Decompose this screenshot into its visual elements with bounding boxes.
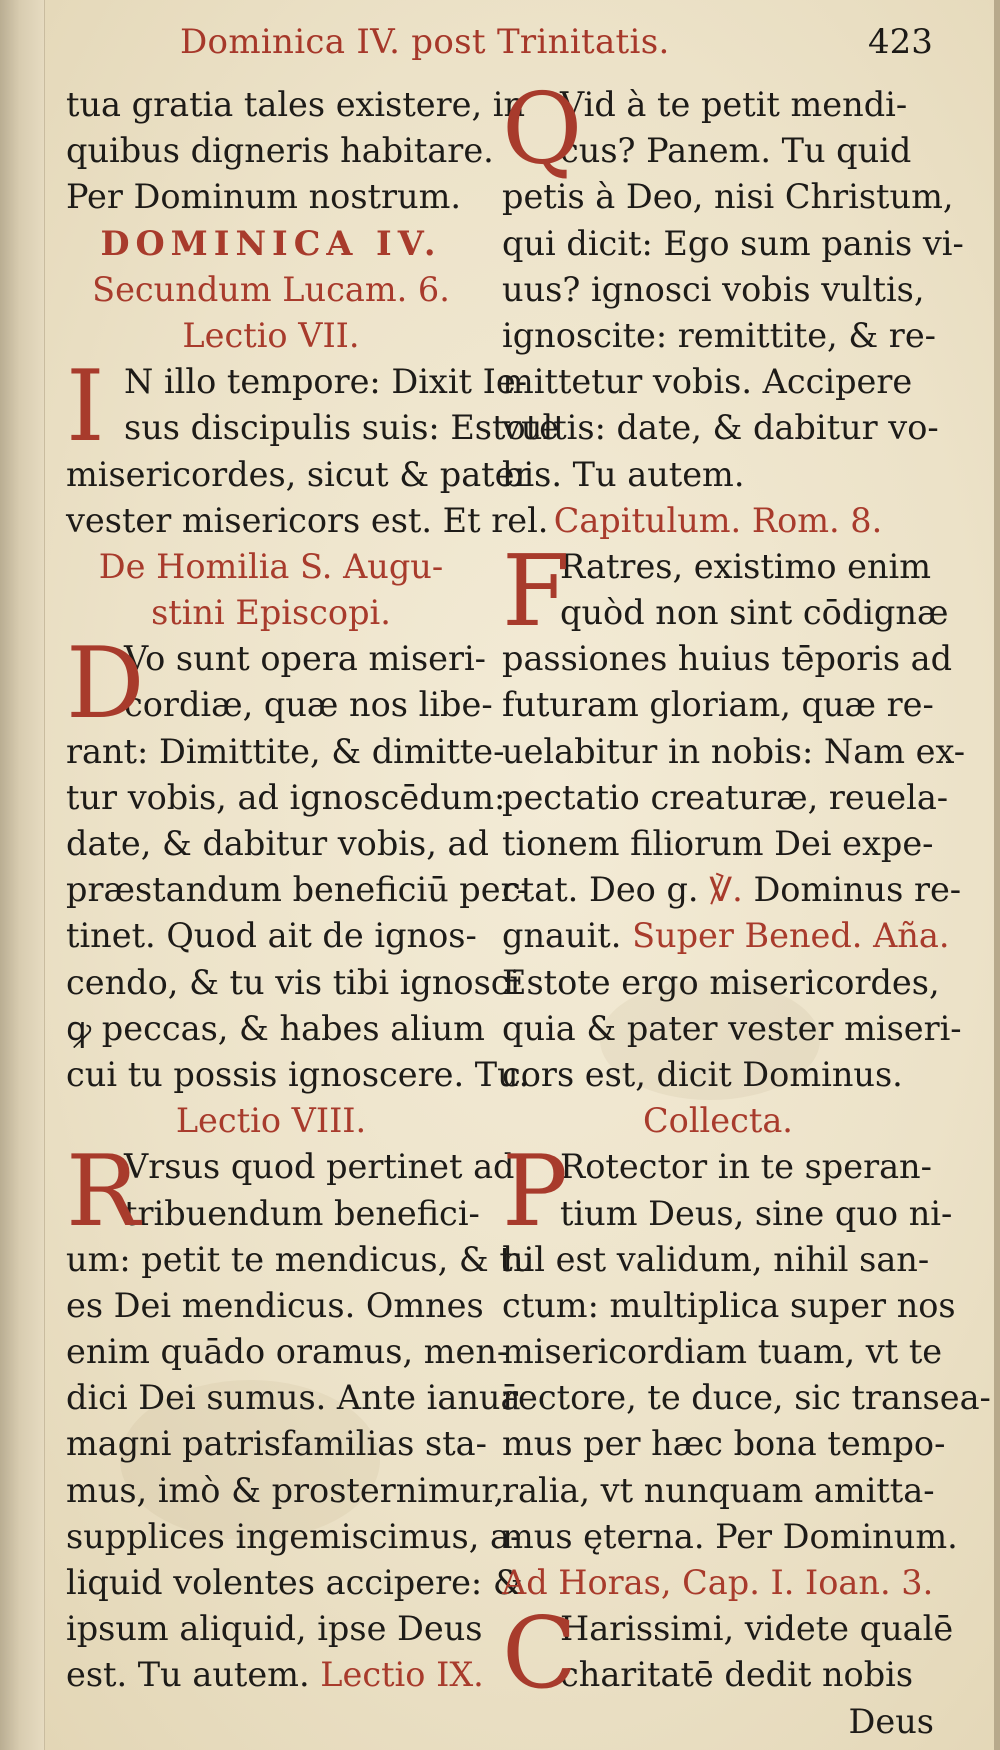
text-line: cors est, dicit Dominus. [502,1054,903,1094]
text-line: enim quādo oramus, men- [66,1332,509,1372]
capitulum-text [502,534,966,1098]
text-line: cui tu possis ignoscere. Tu. [66,1054,530,1094]
binding-gutter [0,0,45,1750]
text-line: magni patrisfamilias sta- [66,1424,487,1464]
text-line [502,913,950,959]
homily-title: stini Episcopi. [151,593,391,633]
text-line: tur vobis, ad ignoscēdum: [66,777,506,817]
text-line: Vo sunt opera miseri- [124,639,487,679]
text-line: tua gratia tales existere, in [66,85,526,124]
text-line: ralia, vt nunquam amitta- [502,1470,935,1510]
page-number: 423 [868,22,933,62]
drop-cap: C [502,1597,577,1712]
text-line: uelabitur in nobis: Nam ex- [502,731,966,771]
page-edge [994,0,1000,1750]
drop-cap: P [502,1135,568,1250]
text-line: ignoscite: remittite, & re- [502,315,936,355]
text-segment: Dominus re- [753,870,962,910]
antiphon-rubric: Super Bened. Aña. [632,916,950,956]
text-segment: ctat. Deo g. [502,870,699,910]
text-line: cendo, & tu vis tibi ignosci [66,962,521,1002]
collecta-text [502,1135,991,1560]
text-line: tionem filiorum Dei expe- [502,824,934,863]
lectio-7-title: Lectio VII. [182,315,360,355]
text-line: mus, imò & prosternimur, [66,1470,505,1510]
text-line: dici Dei sumus. Ante ianuā [66,1378,521,1418]
text-line: passiones huius tēporis ad [502,639,953,679]
text-line: vester misericors est. Et rel. [66,500,549,540]
text-line: ipsum aliquid, ipse Deus [66,1609,483,1649]
homily-text [66,627,530,1098]
text-line: liquid volentes accipere: & [66,1563,523,1602]
text-line: qui dicit: Ego sum panis vi- [502,223,964,263]
drop-cap: I [66,350,105,465]
text-line: cus? Panem. Tu quid [560,131,912,171]
lectio-7-text [66,350,559,544]
text-line: rant: Dimittite, & dimitte- [66,731,505,771]
text-line: um: petit te mendicus, & tu [66,1239,535,1279]
text-line: mittetur vobis. Accipere [502,362,913,402]
text-line: Vrsus quod pertinet ad [124,1147,515,1187]
text-line: quibus digneris habitare. [66,131,494,171]
text-line: Harissimi, videte qualē [560,1609,954,1649]
drop-cap: Q [502,73,583,187]
text-line: sus discipulis suis: Estote [124,408,559,448]
running-head: Dominica IV. post Trinitatis. [180,22,670,62]
text-line: tribuendum benefici- [124,1193,480,1233]
text-line [502,867,962,913]
versicle-icon: ℣. [709,870,743,910]
ad-horas-text [502,1597,954,1712]
text-line: misericordes, sicut & pater [66,454,531,494]
text-line: mus per hæc bona tempo- [502,1424,946,1464]
catchword: Deus [848,1701,934,1741]
lectio-8-text [66,1135,535,1698]
text-line: tinet. Quod ait de ignos- [66,916,477,956]
text-line: petis à Deo, nisi Christum, [502,177,954,217]
text-line: Estote ergo misericordes, [502,962,940,1002]
text-line: ctum: multiplica super nos [502,1285,956,1325]
text-line: quòd non sint cōdignæ [560,593,949,633]
lectio-9-marker: Lectio IX. [320,1655,484,1695]
sunday-title: DOMINICA IV. [100,223,442,263]
ad-horas-title: Ad Horas, Cap. I. Ioan. 3. [502,1563,934,1602]
text-segment: est. Tu autem. [66,1655,310,1695]
left-column [66,82,559,1699]
text-line: cordiæ, quæ nos libe- [124,685,493,725]
text-line: Ratres, existimo enim [560,546,932,586]
text-line: es Dei mendicus. Omnes [66,1285,484,1325]
text-line: N illo tempore: Dixit Ie- [124,362,528,402]
right-column [502,73,991,1745]
text-line: quia & pater vester miseri- [502,1008,962,1048]
text-line: Per Dominum nostrum. [66,177,461,217]
text-line: charitatē dedit nobis [560,1655,914,1695]
text-line: ꝙ peccas, & habes alium [66,1008,485,1048]
collecta-title: Collecta. [643,1101,793,1141]
drop-cap: D [66,627,145,742]
text-line: uus? ignosci vobis vultis, [502,269,925,309]
text-line: præstandum beneficiū per- [66,870,528,910]
text-line: bis. Tu autem. [502,454,745,494]
homily-title: De Homilia S. Augu- [98,546,444,586]
text-line: Rotector in te speran- [560,1147,932,1187]
text-segment: gnauit. [502,916,622,956]
lectio-9-text [502,73,964,498]
text-line: misericordiam tuam, vt te [502,1332,943,1372]
text-line: supplices ingemiscimus, a- [66,1516,522,1556]
text-line: vultis: date, & dabitur vo- [502,408,939,448]
text-line: date, & dabitur vobis, ad [66,824,489,863]
text-line [66,1652,484,1698]
capitulum-title: Capitulum. Rom. 8. [553,500,883,540]
text-line: futuram gloriam, quæ re- [502,685,934,725]
text-line: mus ęterna. Per Dominum. [502,1516,958,1556]
lectio-8-title: Lectio VIII. [175,1101,367,1141]
text-line: tium Deus, sine quo ni- [560,1193,953,1233]
drop-cap: F [502,534,570,649]
drop-cap: R [66,1135,140,1250]
text-line: Vid à te petit mendi- [560,85,908,124]
text-line: rectore, te duce, sic transea- [502,1378,991,1418]
gospel-reference: Secundum Lucam. 6. [92,269,450,309]
text-line: hil est validum, nihil san- [502,1239,930,1279]
text-line: pectatio creaturæ, reuela- [502,777,949,817]
